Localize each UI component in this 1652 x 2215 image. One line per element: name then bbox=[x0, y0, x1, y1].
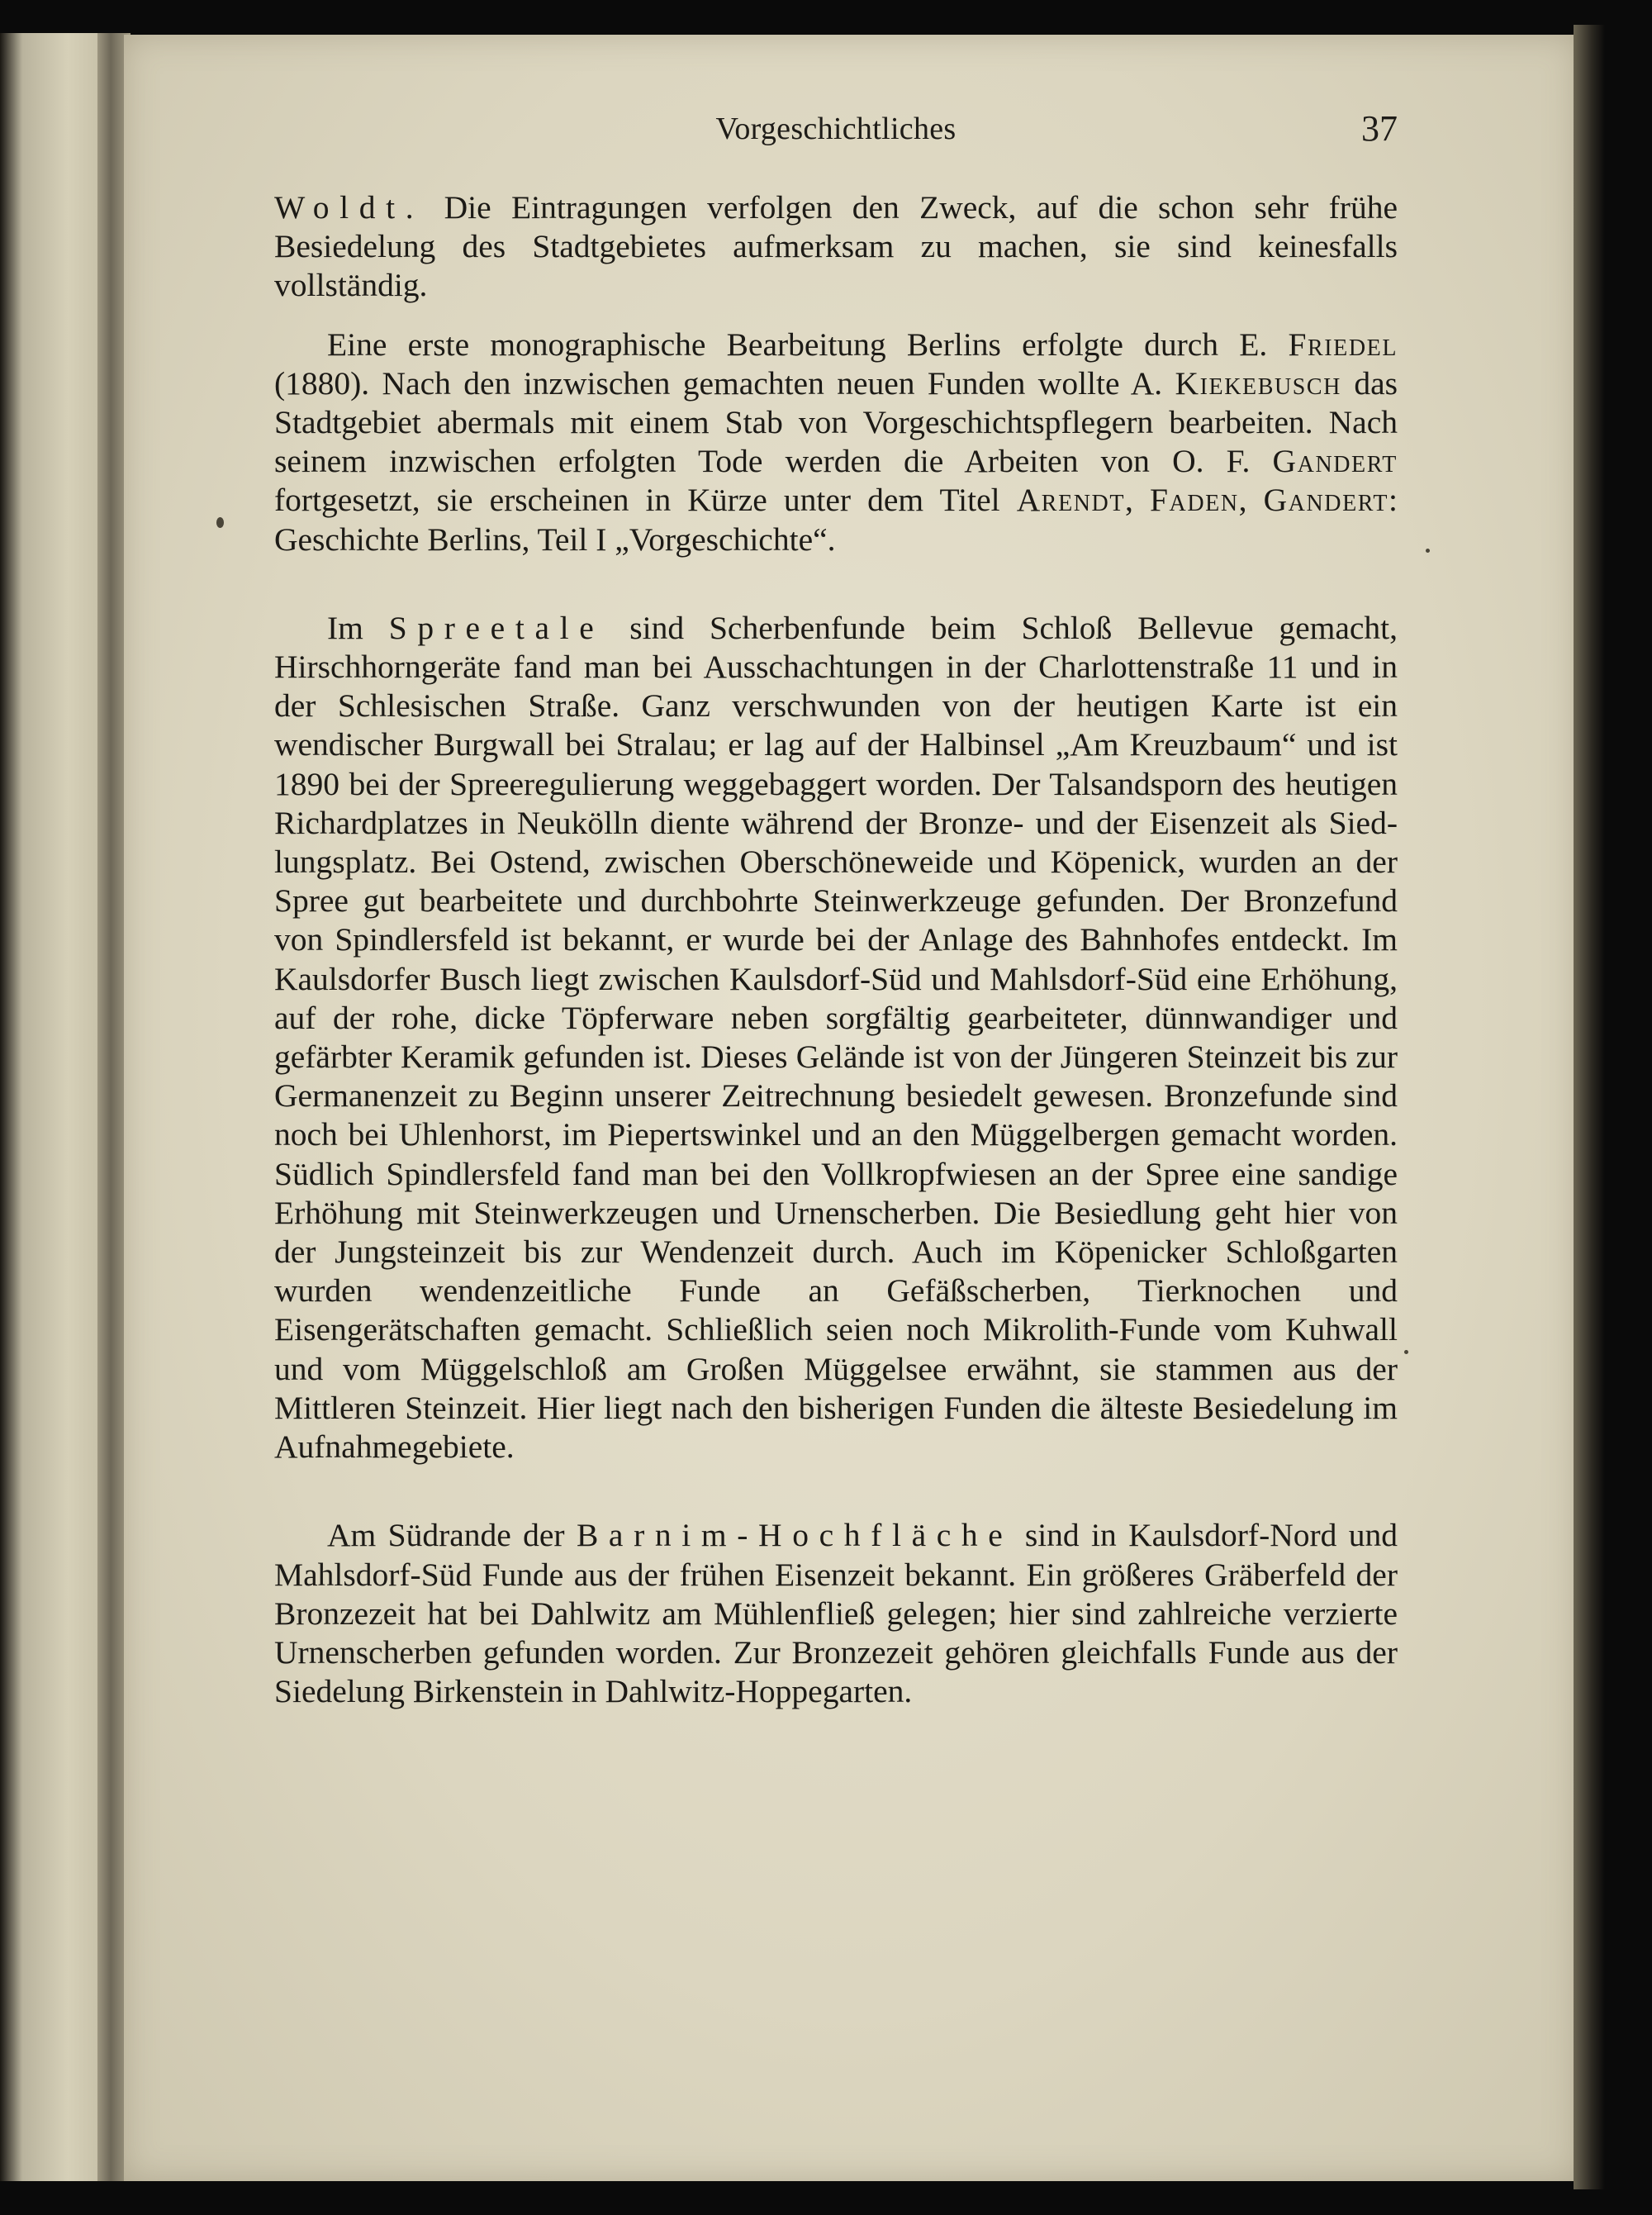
author-arendt: Arendt bbox=[1016, 482, 1126, 519]
ink-speck bbox=[1404, 1350, 1408, 1354]
paragraph-3 bbox=[274, 609, 1398, 1466]
paragraph-text: sind in Kaulsdorf-Nord und Mahlsdorf-Süd Funde aus der frühen Eisenzeit bekannt. Ein größeres Gräberfeld der Bronzezeit hat bei Dahlwitz am Mühlenfließ gelegen; hier sind zahlreiche verzierte Urnenscherben gefunden worden. Zur Bronzezeit gehören gleichfalls Funde aus der Siedelung Birkenstein in Dahlwitz-Hoppegarten. bbox=[274, 1517, 1398, 1710]
paragraph-1 bbox=[274, 188, 1398, 306]
paragraph-2 bbox=[274, 326, 1398, 559]
body-text bbox=[274, 188, 1398, 1711]
spaced-author-name: Woldt. bbox=[274, 189, 425, 226]
paragraph-text: Eine erste monographische Bearbeitung Berlins erfolgte durch E. bbox=[327, 326, 1289, 363]
paragraph-text: das Stadtgebiet abermals mit einem Stab von Vorgeschichtspflegern bearbeiten. Nach seinem inzwischen erfolgten Tode werden die Arbeiten von O. F. bbox=[274, 364, 1398, 480]
paragraph-text: (1880). Nach den inzwischen gemachten neuen Funden wollte A. bbox=[274, 364, 1175, 402]
paragraph-text: , bbox=[1125, 482, 1150, 519]
paragraph-text: Am Südrande der bbox=[327, 1517, 577, 1554]
author-friedel: Friedel bbox=[1288, 326, 1398, 363]
author-gandert: Gandert bbox=[1263, 482, 1389, 519]
page-number: 37 bbox=[1361, 108, 1398, 149]
author-faden: Faden bbox=[1149, 482, 1239, 519]
paragraph-text: : Geschichte Berlins, Teil I „Vorgeschichte“. bbox=[274, 482, 1398, 558]
paragraph-text: fortgesetzt, sie erscheinen in Kürze unter dem Titel bbox=[274, 482, 1017, 519]
running-title: Vorgeschichtliches bbox=[715, 112, 957, 146]
paragraph-4 bbox=[274, 1516, 1398, 1711]
page-edge-shadow bbox=[1574, 25, 1605, 2189]
paragraph-text: Die Eintragungen verfolgen den Zweck, auf die schon sehr frühe Besiedelung des Stadtgebietes aufmerksam zu machen, sie sind keinesfalls vollständig. bbox=[274, 189, 1398, 304]
paragraph-text: , bbox=[1238, 482, 1264, 519]
author-kiekebusch: Kiekebusch bbox=[1175, 364, 1341, 402]
ink-speck bbox=[1426, 549, 1430, 553]
paragraph-text: sind Scherbenfunde beim Schloß Bellevue gemacht, Hirschhorngeräte fand man bei Ausschachtungen in der Charlottenstraße 11 und in der Schlesischen Straße. Ganz verschwunden von der heutigen Karte ist ein wendischer Burgwall bei Stralau; er lag auf der Halbinsel „Am Kreuzbaum“ und ist 1890 bei der Spreeregulierung weggebaggert worden. Der Talsandsporn des heutigen Richardplatzes in Neukölln diente während der Bronze- und der Eisenzeit als Siedlungsplatz. Bei Ostend, zwischen Oberschöneweide und Köpenick, wurden an der Spree gut bearbeitete und durchbohrte Steinwerkzeuge gefunden. Der Bronzefund von Spindlersfeld ist bekannt, er wurde bei der Anlage des Bahnhofes entdeckt. Im Kaulsdorfer Busch liegt zwischen Kaulsdorf-Süd und Mahlsdorf-Süd eine Erhöhung, auf der rohe, dicke Töpferware neben sorgfältig gearbeiteter, dünnwandiger und gefärbter Keramik gefunden ist. Dieses Gelände ist von der Jüngeren Steinzeit bis zur Germanenzeit zu Beginn unserer Zeitrechnung besiedelt gewesen. Bronzefunde sind noch bei Uhlenhorst, im Piepertswinkel und an den Müggelbergen gemacht worden. Südlich Spindlersfeld fand man bei den Vollkropfwiesen an der Spree eine sandige Erhöhung mit Steinwerkzeugen und Urnenscherben. Die Besiedlung geht hier von der Jungsteinzeit bis zur Wendenzeit durch. Auch im Köpenicker Schloßgarten wurden wendenzeitliche Funde an Gefäßscherben, Tierknochen und Eisengerätschaften gemacht. Schließlich seien noch Mikrolith-Funde vom Kuhwall und vom Müggelschloß am Großen Müggelsee erwähnt, sie stammen aus der Mittleren Steinzeit. Hier liegt nach den bisherigen Funden die älteste Besiedelung im Aufnahmegebiete. bbox=[274, 609, 1398, 1466]
paragraph-text: Im bbox=[327, 609, 389, 646]
spaced-place-name: Barnim-Hochfläche bbox=[576, 1517, 1014, 1554]
ink-speck bbox=[216, 517, 224, 528]
spaced-place-name: Spreetale bbox=[388, 609, 605, 646]
author-gandert: Gandert bbox=[1272, 443, 1398, 480]
page-header bbox=[274, 108, 1398, 160]
